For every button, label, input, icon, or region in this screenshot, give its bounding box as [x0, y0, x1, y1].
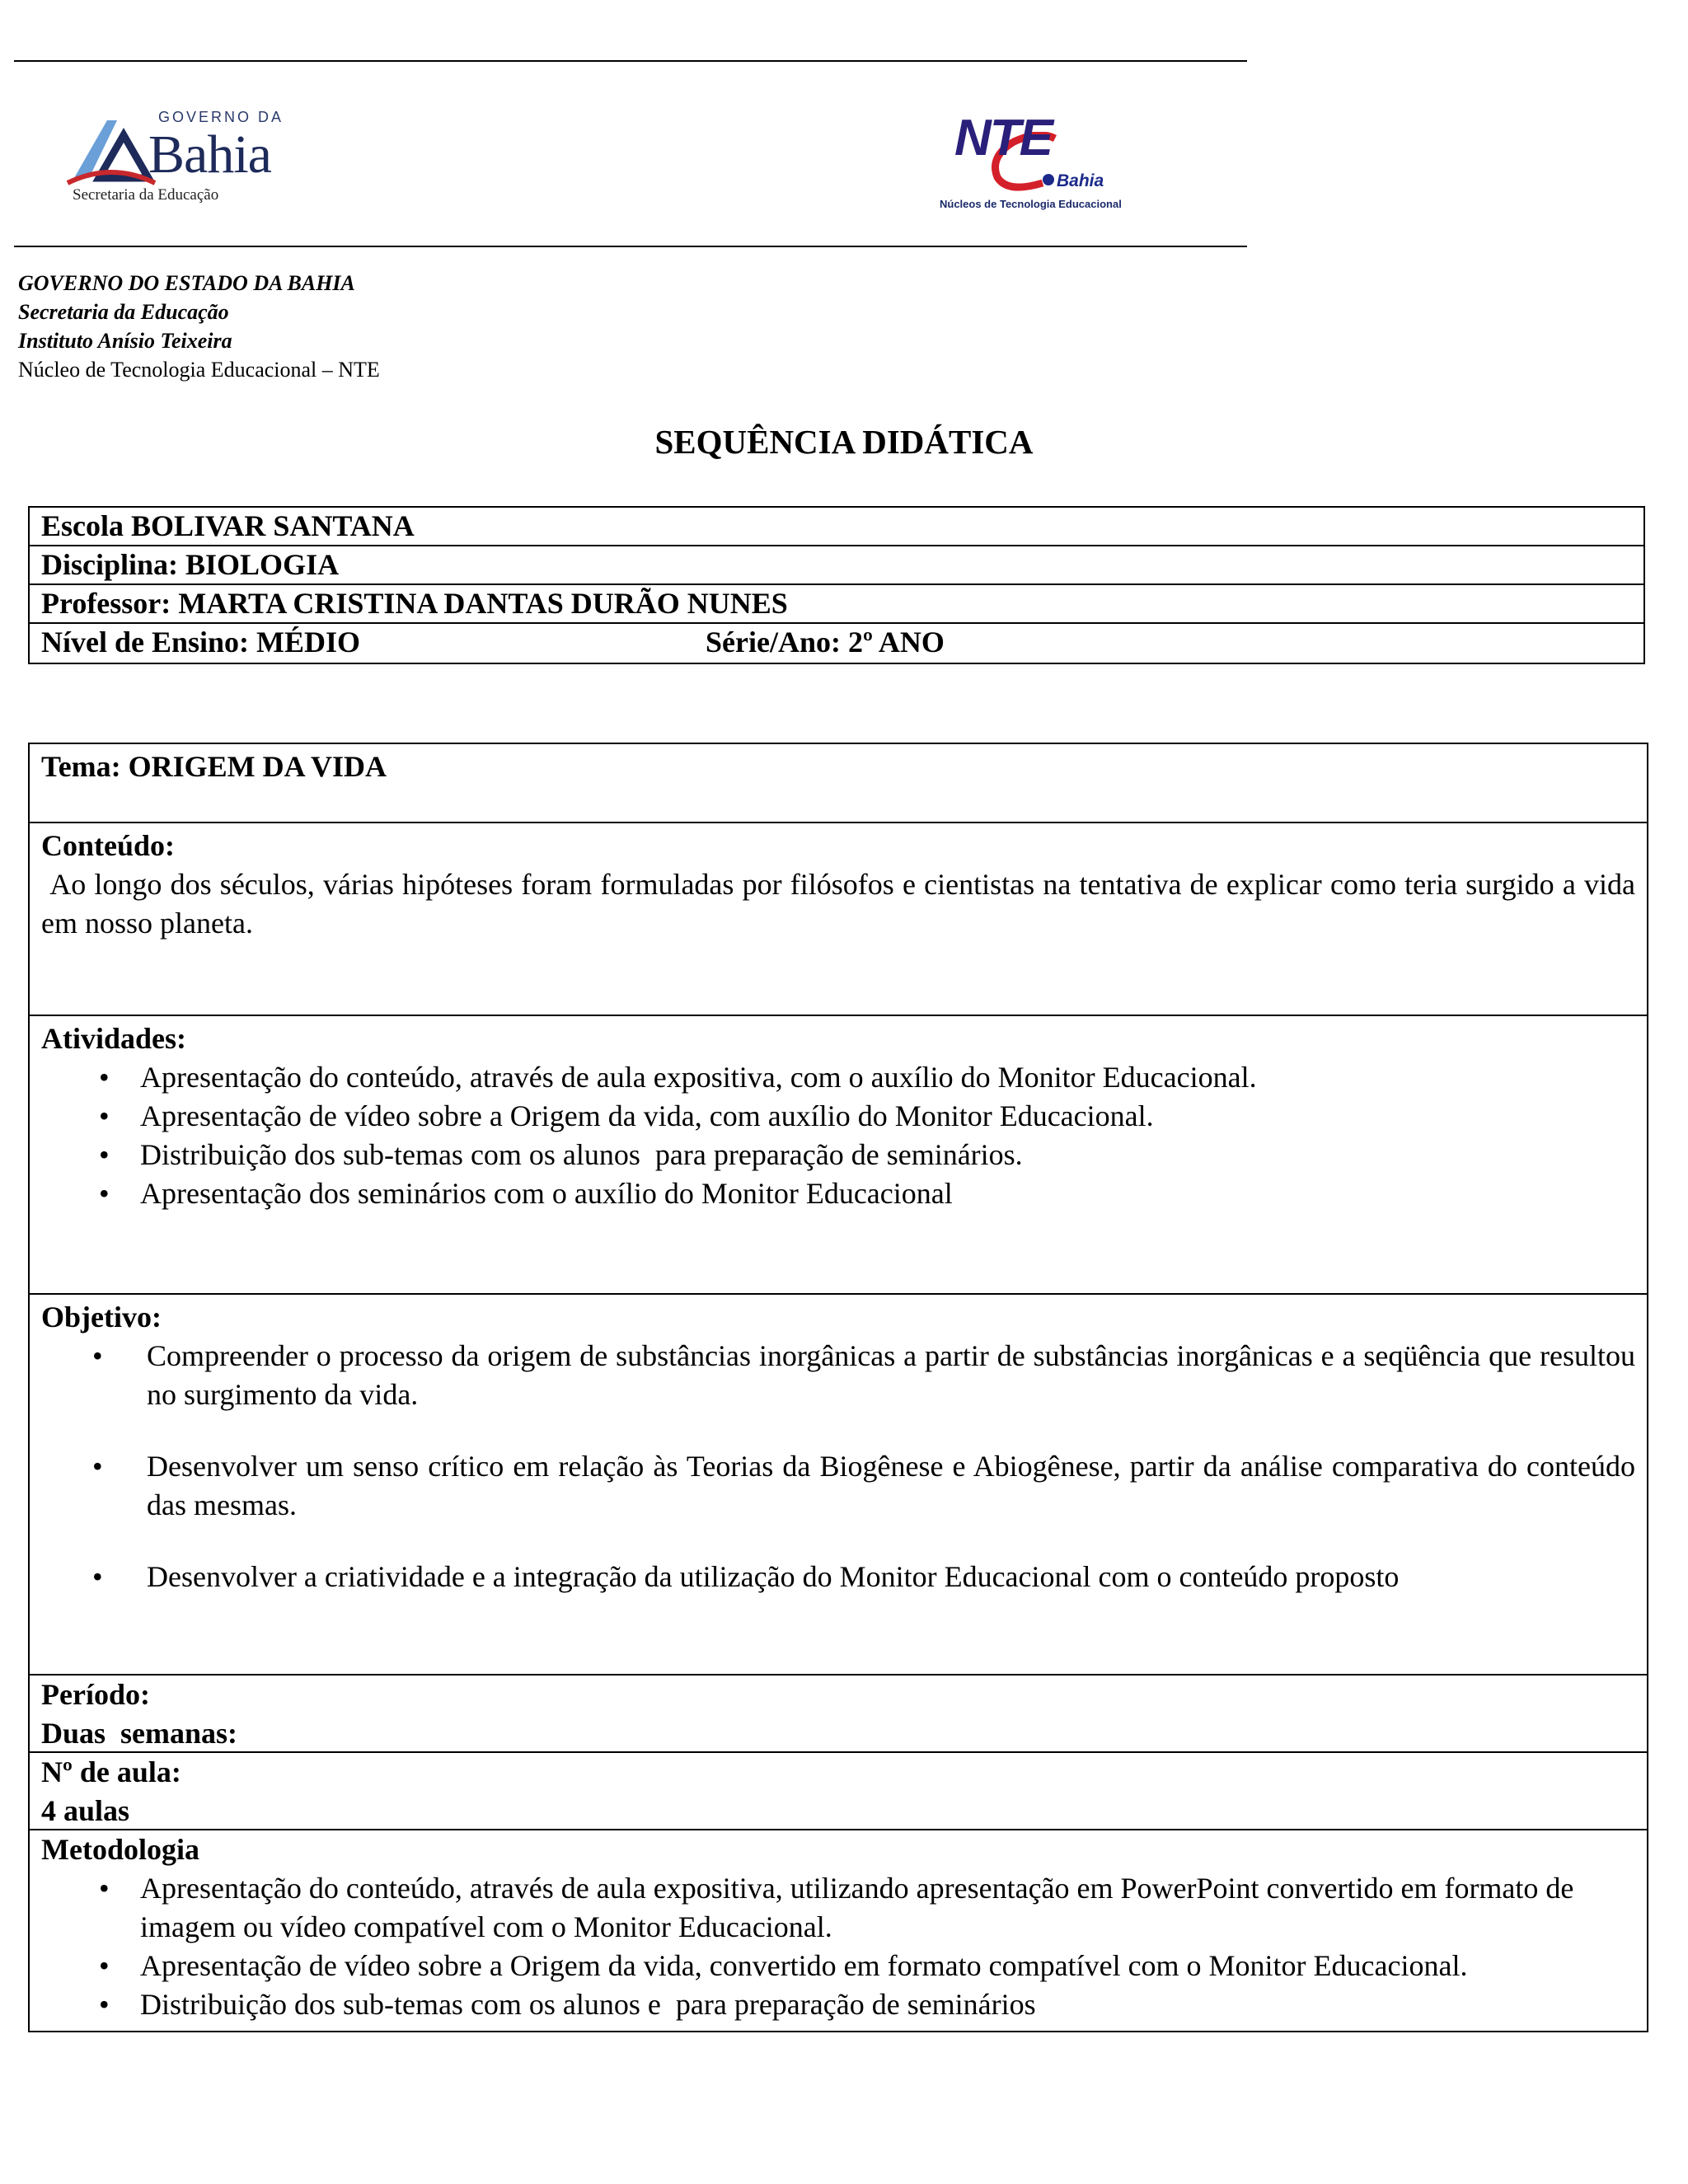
atividades-heading: Atividades:	[41, 1022, 187, 1055]
info-serie: Série/Ano: 2º ANO	[706, 626, 945, 658]
info-escola: Escola BOLIVAR SANTANA	[30, 508, 1643, 546]
document-title: SEQUÊNCIA DIDÁTICA	[654, 423, 1034, 461]
aulas-heading: Nº de aula:	[41, 1755, 181, 1788]
list-item: • Apresentação de vídeo sobre a Origem da vida, convertido em formato compatível com o Monitor Educacional.	[41, 1947, 1635, 1985]
bahia-logo-top-text: GOVERNO DA	[158, 109, 284, 125]
info-nivel: Nível de Ensino: MÉDIO	[41, 626, 361, 658]
info-professor: Professor: MARTA CRISTINA DANTAS DURÃO NUNES	[30, 585, 1643, 624]
metodologia-list	[41, 1869, 1635, 2024]
bahia-logo-name: Bahia	[148, 124, 271, 185]
list-item: • Apresentação do conteúdo, através de aula expositiva, utilizando apresentação em PowerPoint convertido em formato de imagem ou vídeo compatível com o Monitor Educacional.	[41, 1869, 1635, 1947]
nte-bahia-logo	[940, 107, 1146, 214]
section-conteudo	[30, 823, 1647, 1016]
list-item: • Compreender o processo da origem de substâncias inorgânicas a partir de substâncias inorgânicas e a seqüência que resultou no surgimento da vida.	[41, 1337, 1635, 1414]
nte-logo-name: NTE	[954, 110, 1052, 166]
atividades-list	[41, 1058, 1635, 1213]
section-tema	[30, 744, 1647, 823]
nte-logo-bahia: Bahia	[1057, 171, 1104, 190]
bahia-logo-subtitle: Secretaria da Educação	[73, 186, 219, 204]
tema-heading: Tema: ORIGEM DA VIDA	[41, 750, 387, 783]
periodo-heading: Período:	[41, 1678, 150, 1711]
bahia-triangle-icon	[66, 112, 157, 190]
list-item: • Apresentação dos seminários com o auxílio do Monitor Educacional	[41, 1174, 1635, 1213]
list-item: • Distribuição dos sub-temas com os alunos e para preparação de seminários	[41, 1985, 1635, 2024]
conteudo-heading: Conteúdo:	[41, 829, 176, 862]
list-item: • Desenvolver um senso crítico em relação às Teorias da Biogênese e Abiogênese, partir da análise comparativa do conteúdo das mesmas.	[41, 1447, 1635, 1525]
governo-bahia-logo	[66, 105, 297, 211]
top-divider	[14, 60, 1247, 62]
metodologia-heading: Metodologia	[41, 1833, 199, 1866]
list-item: • Distribuição dos sub-temas com os alunos para preparação de seminários.	[41, 1136, 1635, 1174]
header-line-instituto: Instituto Anísio Teixeira	[18, 329, 232, 353]
aulas-value: 4 aulas	[41, 1794, 130, 1827]
list-item: • Desenvolver a criatividade e a integração da utilização do Monitor Educacional com o conteúdo proposto	[41, 1558, 1635, 1596]
header-line-secretaria: Secretaria da Educação	[18, 300, 229, 324]
periodo-value: Duas semanas:	[41, 1717, 238, 1750]
objetivo-heading: Objetivo:	[41, 1301, 162, 1333]
list-item: • Apresentação do conteúdo, através de aula expositiva, com o auxílio do Monitor Educacional.	[41, 1058, 1635, 1097]
header-line-governo: GOVERNO DO ESTADO DA BAHIA	[18, 271, 355, 295]
info-nivel-row	[30, 624, 1643, 663]
conteudo-text: Ao longo dos séculos, várias hipóteses foram formuladas por filósofos e cientistas na tentativa de explicar como teria surgido a vida em nosso planeta.	[41, 868, 1643, 940]
didactic-sequence-table	[28, 743, 1648, 2032]
list-item: • Apresentação de vídeo sobre a Origem da vida, com auxílio do Monitor Educacional.	[41, 1097, 1635, 1136]
objetivo-list	[41, 1337, 1635, 1596]
school-info-table	[28, 506, 1645, 664]
header-divider	[14, 246, 1247, 247]
section-aulas	[30, 1753, 1647, 1830]
institution-header	[18, 269, 380, 384]
section-metodologia	[30, 1830, 1647, 2031]
section-atividades	[30, 1016, 1647, 1295]
info-disciplina: Disciplina: BIOLOGIA	[30, 546, 1643, 585]
section-objetivo	[30, 1295, 1647, 1675]
header-line-nucleo: Núcleo de Tecnologia Educacional – NTE	[18, 358, 380, 382]
nte-logo-subtitle: Núcleos de Tecnologia Educacional	[940, 198, 1122, 210]
section-periodo	[30, 1675, 1647, 1753]
